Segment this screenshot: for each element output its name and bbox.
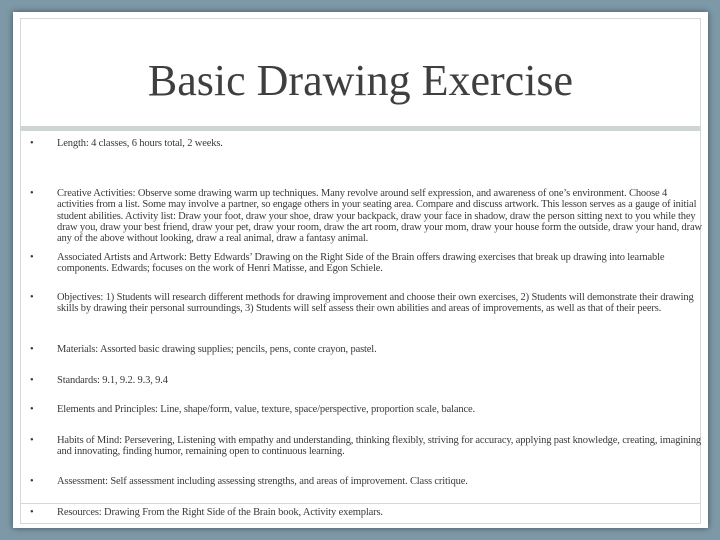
bullet-icon: • bbox=[30, 292, 34, 303]
bullet-icon: • bbox=[30, 435, 34, 446]
slide-title: Basic Drawing Exercise bbox=[147, 56, 574, 105]
bullet-icon: • bbox=[30, 476, 34, 487]
bullet-icon: • bbox=[30, 252, 34, 263]
bullet-icon: • bbox=[30, 404, 34, 415]
bullet-icon: • bbox=[30, 507, 34, 518]
footer-divider bbox=[20, 503, 701, 504]
bullet-icon: • bbox=[30, 375, 34, 386]
slide: Basic Drawing Exercise • Length: 4 classes, 6 hours total, 2 weeks. • Creative Activities: Observe some drawing warm up techniques. Many revolve around self expression, and awareness of one’s environment. Choose 4 activities from a list. Some may involve a partner, so engage others in your seating area. Compare and discuss artwork. This lesson serves as a gauge of initial student abilities. Activity list: Draw your foot, draw your shoe, draw your backpack, draw your face in shadow, draw the person sitting next to you while they draw you, draw your best friend, draw your pet, draw your room, draw the art room, draw your mom, draw your house form the outside, draw your hand, draw any of the above without looking, draw a real animal, draw a fantasy animal. • Associated Artists and Artwork: Betty Edwards’ Drawing on the Right Side of the Brain offers drawing exercises that break up drawing into learnable components. Edwards; focuses on the work of Henri Matisse, and Egon Schiele. • Objectives: 1) Students will research different methods for drawing improvement and choose their own exercises, 2) Students will demonstrate their drawing skills by drawing their personal surroundings, 3) Students will self assess their own abilities and areas of improvements, as well as that of their peers. • Materials: Assorted basic drawing supplies; pencils, pens, conte crayon, pastel. • Standards: 9.1, 9.2. 9.3, 9.4 • Elements and Principles: Line, shape/form, value, texture, space/perspective, proportion scale, balance. • Habits of Mind: Persevering, Listening with empathy and understanding, thinking flexibly, striving for accuracy, applying past knowledge, creating, imagining and innovating, finding humor, remaining open to continuous learning. • Assessment: Self assessment including assessing strengths, and areas of improvement. Class critique. • Resources: Drawing From the Right Side of the Brain book, Activity exemplars. bbox=[13, 12, 708, 528]
bullet-icon: • bbox=[30, 344, 34, 355]
title-divider bbox=[20, 126, 701, 131]
bullet-icon: • bbox=[30, 188, 34, 199]
bullet-icon: • bbox=[30, 138, 34, 149]
